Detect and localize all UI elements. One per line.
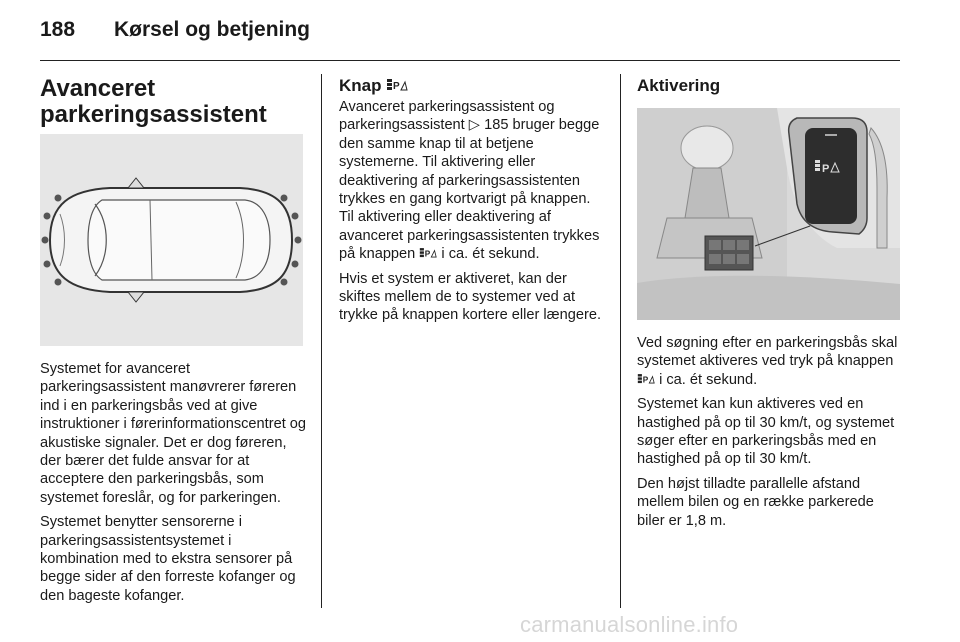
activation-heading: Aktivering <box>637 76 721 95</box>
parking-assist-button-icon <box>386 78 408 92</box>
svg-text:P: P <box>425 249 431 259</box>
svg-text:P: P <box>393 81 400 92</box>
column-middle <box>339 74 607 331</box>
page-reference-arrow-icon: ▷ <box>468 117 481 134</box>
column-right <box>637 74 905 536</box>
console-photo <box>637 108 900 320</box>
intro-paragraph: Systemet for avanceret parkeringsassistent manøvrerer føreren ind i en parkeringsbås ved at give instruktioner i førerinformationscentret og akustiske signaler. Det er dog føreren, der bærer det fulde ansvar for at acceptere den parkeringsbås, som systemet foreslår, og for parkeringen. <box>40 361 307 506</box>
section-title: Kørsel og betjening <box>114 18 311 41</box>
column-divider <box>321 74 322 608</box>
car-sensor-illustration <box>40 134 303 346</box>
sensor-paragraph: Systemet benytter sensorerne i parkeringsassistentsystemet i kombination med to ekstra sensorer på begge sider af den forreste kofanger og den bageste kofanger. <box>40 514 296 604</box>
section-heading: Avanceret parkeringsassistent <box>40 75 267 128</box>
parking-assist-button-icon <box>419 247 437 259</box>
console-button-illustration <box>637 108 900 320</box>
button-paragraph: Avanceret parkeringsassistent og parkeringsassistent ▷ 185 bruger begge den samme knap til at betjene systemerne. Til aktivering eller deaktivering af parkeringsassistenten trykkes en gang kortvarigt på knappen. Til aktivering eller deaktivering af avanceret parkeringsassistenten trykkes på knappen P i ca. ét sekund. <box>339 99 600 263</box>
activation-paragraph: Ved søgning efter en parkeringsbås skal systemet aktiveres ved tryk på knappen P i ca. ét sekund. <box>637 335 898 388</box>
car-top-view-icon <box>40 134 303 346</box>
switch-paragraph: Hvis et system er aktiveret, kan der skiftes mellem de to systemer ved at trykke på knappen kortere eller længere. <box>339 270 602 324</box>
parking-assist-button-icon <box>637 373 655 385</box>
speed-paragraph: Systemet kan kun aktiveres ved en hastighed på op til 30 km/t, og systemet søger efter en parkeringsbås med en hastighed på op til 30 km/t. <box>637 396 895 468</box>
svg-text:P: P <box>822 163 830 175</box>
header-rule <box>40 60 900 61</box>
column-divider <box>620 74 621 608</box>
column-left <box>40 74 308 611</box>
page-reference[interactable]: 185 <box>484 117 509 134</box>
distance-paragraph: Den højst tilladte parallelle afstand mellem bilen og en række parkerede biler er 1,8 m. <box>637 475 874 529</box>
svg-text:P: P <box>642 375 649 385</box>
page-header <box>40 18 310 42</box>
watermark: carmanualsonline.info <box>520 612 739 637</box>
page-number: 188 <box>40 18 76 41</box>
button-heading: Knap P <box>339 76 607 96</box>
